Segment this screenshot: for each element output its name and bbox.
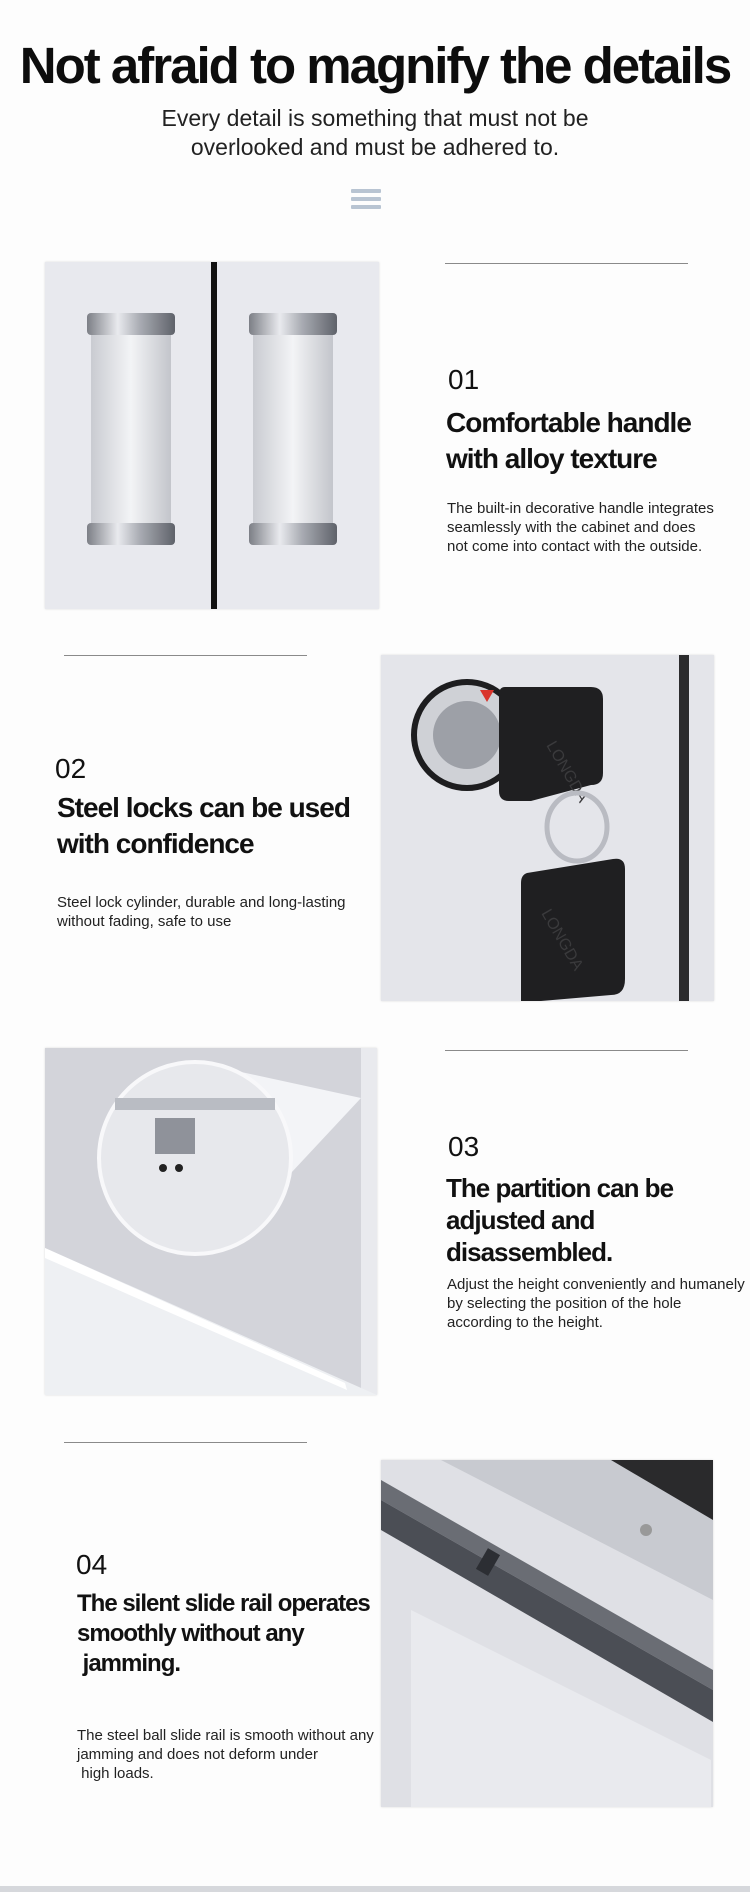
feature-number: 01 <box>448 364 480 395</box>
divider-line <box>445 263 688 264</box>
svg-text:LONGDA: LONGDA <box>537 906 587 974</box>
feature-number: 04 <box>76 1549 108 1580</box>
divider-line <box>64 655 307 656</box>
handle-photo <box>45 262 379 609</box>
cabinet-handles-image <box>45 262 379 609</box>
right-handle <box>249 313 337 545</box>
feature-description: The built-in decorative handle integrates seamlessly with the cabinet and does not come into contact with the outside. <box>447 500 714 555</box>
lock-photo <box>381 655 714 1001</box>
feature-description: Steel lock cylinder, durable and long-lasting without fading, safe to use <box>57 894 346 930</box>
page-subtitle <box>125 104 625 162</box>
svg-text:LONGDA: LONGDA <box>542 738 592 806</box>
feature-number: 02 <box>55 753 87 784</box>
menu-icon <box>351 189 381 215</box>
feature-description: The steel ball slide rail is smooth without any jamming and does not deform under high loads. <box>77 1727 374 1782</box>
feature-heading: Steel locks can be used with confidence <box>57 792 350 859</box>
feature-heading: The silent slide rail operates smoothly without any jamming. <box>77 1590 370 1677</box>
feature-heading: The partition can be adjusted and disassembled. <box>446 1173 674 1267</box>
divider-line <box>64 1442 307 1443</box>
slide-rail-image <box>381 1460 713 1807</box>
feature-number: 03 <box>448 1131 480 1162</box>
feature-heading: Comfortable handle with alloy texture <box>446 407 691 474</box>
partition-photo <box>45 1048 377 1395</box>
subtitle-line-2: overlooked and must be adhered to. <box>190 134 560 160</box>
bottom-bar <box>0 1886 750 1892</box>
feature-description: Adjust the height conveniently and humanely by selecting the position of the hole according to the height. <box>447 1276 745 1331</box>
slide-rail-photo <box>381 1460 713 1807</box>
subtitle-line-1: Every detail is something that must not be <box>161 105 589 131</box>
left-handle <box>87 313 175 545</box>
shelf-partition-image <box>45 1048 377 1395</box>
page-title: Not afraid to magnify the details <box>19 37 731 94</box>
divider-line <box>445 1050 688 1051</box>
lock-and-key-image <box>381 655 714 1001</box>
